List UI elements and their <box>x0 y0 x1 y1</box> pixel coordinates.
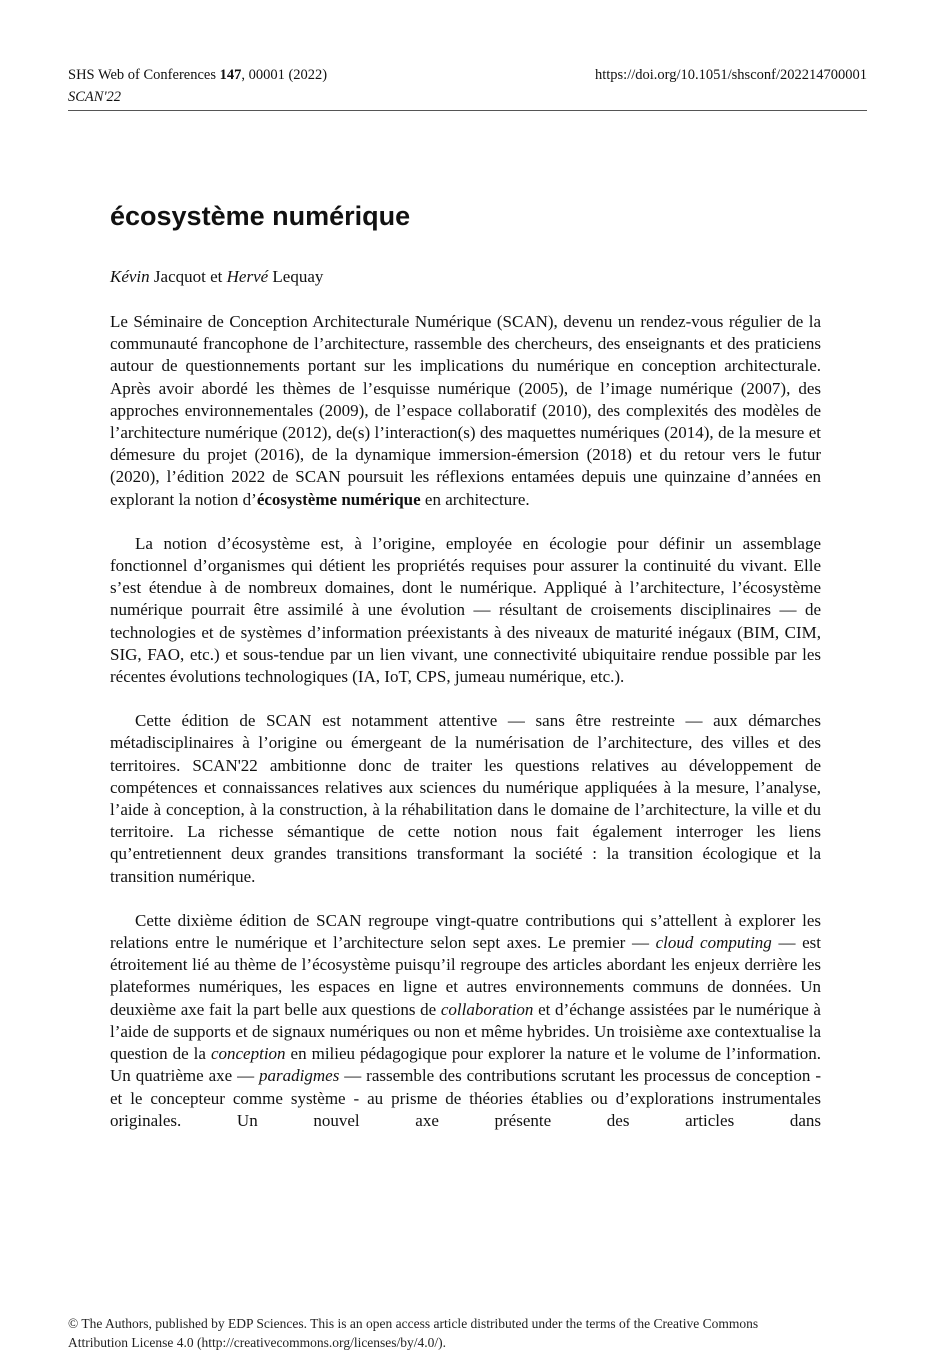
paragraph-1 <box>110 311 821 511</box>
author1-first-name: Kévin <box>110 267 150 286</box>
paragraph-4-term-conception: conception <box>210 1044 286 1064</box>
paragraph-3: Cette édition de SCAN est notamment attentive — sans être restreinte — aux démarches métadisciplinaires à l’origine ou émergeant de la numérisation de l’architecture, des villes et des territoires. SCAN'22 ambitionne donc de traiter les questions relatives au développement de compétences et connaissances relatives aux sciences du numérique appliquées à la mesure, l’analyse, l’aide à conception, à la construction, à la réhabilitation dans le domaine de l’architecture, la ville et du territoire. La richesse sémantique de cette notion nous fait également interroger les liens qu’entretiennent deux grandes transitions transformant la société : la transition écologique et la transition numérique. <box>110 711 821 886</box>
article-number-year: , 00001 (2022) <box>241 67 328 83</box>
author2-last-name: Lequay <box>268 267 324 286</box>
article-title: écosystème numérique <box>110 201 411 231</box>
license-line-2: Attribution License 4.0 (http://creativecommons.org/licenses/by/4.0/). <box>68 1334 447 1350</box>
author1-last-name: Jacquot <box>149 267 206 286</box>
conference-name: SCAN'22 <box>68 89 122 105</box>
license-line-1: © The Authors, published by EDP Sciences. This is an open access article distributed under the terms of the Creative Commons <box>68 1316 759 1331</box>
paragraph-1-keyword: écosystème numérique <box>256 489 421 509</box>
paragraph-4-term-paradigmes: paradigmes <box>259 1066 340 1086</box>
paragraph-4-term-cloud: cloud computing <box>655 933 772 953</box>
paragraph-1-text-b: en architecture. <box>420 489 530 509</box>
article-body <box>110 311 821 1154</box>
paragraph-4-text-b: — est étroitement lié au thème de l’écosystème puisqu’il regroupe des articles abordant les enjeux derrière les plateformes numériques, les espaces en ligne et autres environnements communs de données. Un deuxième axe fait la part belle aux questions de <box>110 933 821 1019</box>
journal-citation <box>68 64 327 108</box>
paragraph-4-text-e: — rassemble des contributions scrutant les processus de conception - et le concepteur comme système - au prisme de théories établies ou d’explorations instrumentales originales. Un nouvel axe présente des articles dans <box>110 1066 821 1130</box>
paragraph-4-term-collaboration: collaboration <box>440 999 534 1019</box>
paragraph-2: La notion d’écosystème est, à l’origine, employée en écologie pour définir un assemblage fonctionnel d’organismes qui détient les propriétés requises pour assurer la continuité du vivant. Elle s’est étendue à de nombreux domaines, dont le numérique. Appliqué à l’architecture, l’écosystème numérique pourrait être assimilé à une évolution — résultant de croisements disciplinaires — de technologies et de systèmes d’information préexistants à des niveaux de maturité inégaux (BIM, CIM, SIG, FAO, etc.) et sous-tendue par un lien vivant, une connectivité ubiquitaire rendue possible par les récentes évolutions technologiques (IA, IoT, CPS, jumeau numérique, etc.). <box>110 533 821 687</box>
author-line <box>110 265 323 289</box>
paragraph-4 <box>110 910 821 1154</box>
author-conjunction: et <box>205 267 227 286</box>
license-footer <box>68 1315 868 1352</box>
paragraph-4-text-a: Cette dixième édition de SCAN regroupe vingt-quatre contributions qui s’attellent à explorer les relations entre le numérique et l’architecture selon sept axes. Le premier — <box>110 910 821 953</box>
doi-link[interactable]: https://doi.org/10.1051/shsconf/202214700001 <box>594 67 867 83</box>
author2-first-name: Hervé <box>226 267 269 286</box>
journal-line <box>68 64 327 86</box>
paragraph-4-text-c: et d’échange assistées par le numérique à l’aide de supports et de signaux numériques ou non et même hybrides. Un troisième axe contextualise la question de la <box>110 999 821 1064</box>
journal-name: SHS Web of Conferences <box>68 67 216 83</box>
running-header <box>68 64 867 111</box>
paragraph-4-text-d: en milieu pédagogique pour explorer la nature et le volume de l’information. Un quatrième axe — <box>110 1044 821 1086</box>
paragraph-1-text-a: Le Séminaire de Conception Architecturale Numérique (SCAN), devenu un rendez-vous régulier de la communauté francophone de l’architecture, rassemble des chercheurs, des enseignants et des praticiens autour de questionnements portant sur les implications du numérique en conception architecturale. Après avoir abordé les thèmes de l’esquisse numérique (2005), de l’image numérique (2007), des approches environnementales (2009), de l’espace collaboratif (2010), des complexités des modèles de l’architecture numérique (2012), de(s) l’interaction(s) des maquettes numériques (2014), de la mesure et démesure du projet (2016), de la dynamique immersion-émersion (2018) et du retour vers le futur (2020), l’édition 2022 de SCAN poursuit les réflexions entamées depuis une quinzaine d’années en explorant la notion d’ <box>110 312 821 509</box>
journal-volume: 147 <box>219 67 242 83</box>
